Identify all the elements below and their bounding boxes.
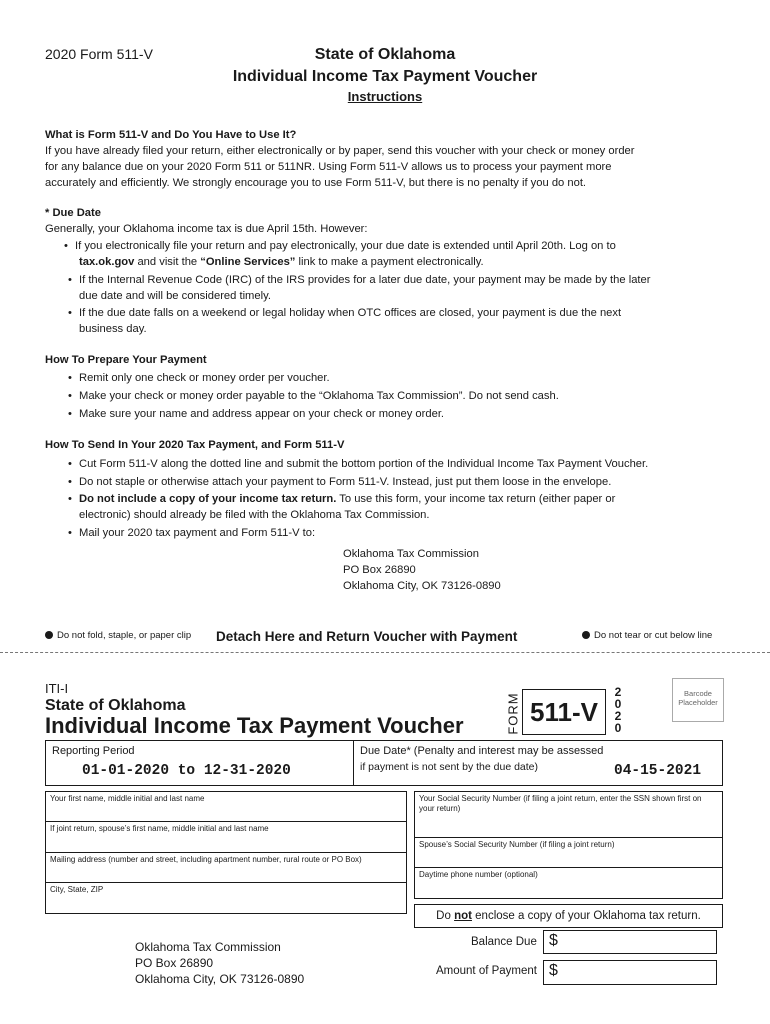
prepare-heading: How To Prepare Your Payment bbox=[45, 354, 207, 366]
voucher-address-line-3: Oklahoma City, OK 73126-0890 bbox=[135, 972, 305, 986]
no-return-notice bbox=[414, 904, 723, 928]
due-bullet-3: • If the due date falls on a weekend or legal holiday when OTC offices are closed, your payment is due the next bbox=[68, 307, 622, 319]
instructions-subtitle: Instructions bbox=[347, 89, 423, 104]
city-state-zip-field-label: City, State, ZIP bbox=[50, 885, 104, 894]
send-bullet-1-text: Cut Form 511-V along the dotted line and submit the bottom portion of the Individual Income Tax Payment Voucher. bbox=[79, 458, 649, 470]
mailing-address-line-3: Oklahoma City, OK 73126-0890 bbox=[343, 580, 501, 592]
send-bullet-4: • Mail your 2020 tax payment and Form 511-V to: bbox=[68, 527, 316, 539]
notice-not: not bbox=[454, 910, 472, 922]
spouse-name-field-label: If joint return, spouse’s first name, middle initial and last name bbox=[50, 824, 269, 833]
due-bullet-2: • If the Internal Revenue Code (IRC) of the IRS provides for a later due date, your payment may be made by the later bbox=[68, 274, 651, 286]
balance-dollar-sign: $ bbox=[549, 932, 558, 949]
year-digit: 0 bbox=[614, 721, 622, 735]
form-year: 2020 Form 511-V bbox=[45, 46, 153, 62]
barcode-text-2: Placeholder bbox=[678, 698, 718, 707]
notice-post: enclose a copy of your Oklahoma tax return. bbox=[471, 910, 701, 922]
due-bullet-2-text: If the Internal Revenue Code (IRC) of the IRS provides for a later due date, your payment may be made by the later bbox=[79, 274, 651, 286]
phone-field[interactable] bbox=[414, 867, 723, 899]
form-number: 511-V bbox=[530, 697, 598, 727]
tax-website-link[interactable]: tax.ok.gov bbox=[79, 256, 135, 268]
voucher-state: State of Oklahoma bbox=[45, 697, 186, 714]
page-title: Individual Income Tax Payment Voucher bbox=[232, 68, 538, 85]
barcode-text-1: Barcode bbox=[684, 689, 712, 698]
amount-of-payment-field[interactable] bbox=[543, 960, 717, 985]
due-date-value[interactable]: 04-15-2021 bbox=[614, 763, 702, 779]
prepare-item-2: • Make your check or money order payable to the “Oklahoma Tax Commission”. Do not send cash. bbox=[68, 390, 559, 402]
form-number-box bbox=[522, 689, 606, 735]
detach-dotted-line bbox=[0, 652, 770, 653]
send-bullet-3-cont: electronic) should already be filed with the Oklahoma Tax Commission. bbox=[79, 509, 430, 521]
notice-pre: Do bbox=[436, 910, 455, 922]
voucher-address-line-2: PO Box 26890 bbox=[135, 956, 214, 970]
form-year-vertical bbox=[612, 686, 624, 734]
prepare-item-1: • Remit only one check or money order per voucher. bbox=[68, 372, 330, 384]
phone-field-label: Daytime phone number (optional) bbox=[419, 870, 538, 879]
balance-due-label: Balance Due bbox=[471, 936, 537, 948]
prepare-item-2-text: Make your check or money order payable to the “Oklahoma Tax Commission”. Do not send cash. bbox=[79, 390, 559, 402]
due-date-label: Due Date* (Penalty and interest may be assessed bbox=[360, 745, 604, 757]
ssn-field[interactable] bbox=[414, 791, 723, 838]
prepare-item-1-text: Remit only one check or money order per voucher. bbox=[79, 372, 330, 384]
state-title: State of Oklahoma bbox=[314, 46, 456, 63]
payment-dollar-sign: $ bbox=[549, 962, 558, 979]
voucher-title: Individual Income Tax Payment Voucher bbox=[45, 713, 464, 738]
city-state-zip-field[interactable] bbox=[45, 882, 407, 914]
send-bullet-2: • Do not staple or otherwise attach your payment to Form 511-V. Instead, just put them loose in the envelope. bbox=[68, 476, 612, 488]
online-services-link[interactable]: “Online Services” bbox=[200, 256, 296, 268]
year-digit: 2 bbox=[614, 685, 622, 699]
barcode-placeholder bbox=[672, 678, 724, 722]
due-date-label-2: if payment is not sent by the due date) bbox=[360, 761, 539, 773]
prepare-item-3-text: Make sure your name and address appear on your check or money order. bbox=[79, 408, 445, 420]
voucher-code: ITI-I bbox=[45, 681, 69, 696]
reporting-period-value[interactable]: 01-01-2020 to 12-31-2020 bbox=[82, 763, 291, 779]
due-bullet-2-cont: due date and will be considered timely. bbox=[79, 290, 271, 302]
send-bullet-3: • Do not include a copy of your income tax return. To use this form, your income tax return (either paper or bbox=[68, 493, 616, 505]
send-bullet-3-rest: To use this form, your income tax return (either paper or bbox=[336, 493, 616, 505]
due-intro: Generally, your Oklahoma income tax is due April 15th. However: bbox=[45, 223, 368, 235]
due-bullet-3-cont: business day. bbox=[79, 323, 147, 335]
mailing-address-line-1: Oklahoma Tax Commission bbox=[343, 548, 479, 560]
name-field-label: Your first name, middle initial and last name bbox=[50, 794, 205, 803]
what-line-2: for any balance due on your 2020 Form 511 or 511NR. Using Form 511-V allows us to process your payment more bbox=[45, 161, 612, 173]
send-bullet-4-text: Mail your 2020 tax payment and Form 511-V to: bbox=[79, 527, 316, 539]
due-heading: * Due Date bbox=[45, 207, 101, 219]
prepare-item-3: • Make sure your name and address appear on your check or money order. bbox=[68, 408, 445, 420]
period-due-divider bbox=[353, 740, 354, 786]
send-bullet-3-bold: Do not include a copy of your income tax return. bbox=[79, 493, 337, 505]
voucher-address-line-1: Oklahoma Tax Commission bbox=[135, 940, 281, 954]
what-line-3: accurately and efficiently. We strongly encourage you to use Form 511-V, but there is no penalty if you do not. bbox=[45, 177, 587, 189]
year-digit: 2 bbox=[614, 709, 622, 723]
due-bullet-1: • If you electronically file your return and pay electronically, your due date is extended until April 20th. Log on to bbox=[64, 240, 616, 252]
bullet-dot-icon bbox=[582, 631, 590, 639]
due-bullet-1-cont bbox=[79, 254, 484, 270]
due-bullet-1-mid: and visit the bbox=[134, 256, 201, 268]
bullet-dot-icon bbox=[45, 631, 53, 639]
reporting-period-label: Reporting Period bbox=[52, 745, 135, 757]
mailing-address-field[interactable] bbox=[45, 852, 407, 883]
amount-of-payment-label: Amount of Payment bbox=[436, 965, 537, 977]
send-heading: How To Send In Your 2020 Tax Payment, and Form 511-V bbox=[45, 439, 345, 451]
spouse-ssn-field[interactable] bbox=[414, 837, 723, 868]
due-bullet-1-end: link to make a payment electronically. bbox=[295, 256, 484, 268]
what-line-1: If you have already filed your return, either electronically or by paper, send this voucher with your check or money order bbox=[45, 145, 635, 157]
ssn-field-label: Your Social Security Number (if filing a joint return, enter the SSN shown first on your return) bbox=[419, 794, 702, 813]
send-bullet-2-text: Do not staple or otherwise attach your payment to Form 511-V. Instead, just put them loose in the envelope. bbox=[79, 476, 612, 488]
due-bullet-3-text: If the due date falls on a weekend or legal holiday when OTC offices are closed, your payment is due the next bbox=[79, 307, 622, 319]
mailing-address-line-2: PO Box 26890 bbox=[343, 564, 416, 576]
no-fold-text: Do not fold, staple, or paper clip bbox=[57, 630, 192, 641]
spouse-ssn-field-label: Spouse’s Social Security Number (if filing a joint return) bbox=[419, 840, 615, 849]
no-fold-note bbox=[45, 630, 191, 641]
detach-heading: Detach Here and Return Voucher with Payment bbox=[216, 629, 518, 644]
what-heading: What is Form 511-V and Do You Have to Use It? bbox=[45, 129, 297, 141]
no-tear-note bbox=[582, 630, 712, 641]
year-digit: 0 bbox=[614, 697, 622, 711]
balance-due-field[interactable] bbox=[543, 930, 717, 954]
name-field[interactable] bbox=[45, 791, 407, 822]
mailing-address-field-label: Mailing address (number and street, including apartment number, rural route or PO Box) bbox=[50, 855, 362, 864]
form-word-vertical: FORM bbox=[505, 692, 521, 735]
due-bullet-1-text: If you electronically file your return and pay electronically, your due date is extended until April 20th. Log on to bbox=[75, 240, 616, 252]
no-tear-text: Do not tear or cut below line bbox=[594, 630, 713, 641]
spouse-name-field[interactable] bbox=[45, 821, 407, 853]
send-bullet-1: • Cut Form 511-V along the dotted line and submit the bottom portion of the Individual Income Tax Payment Voucher. bbox=[68, 458, 649, 470]
